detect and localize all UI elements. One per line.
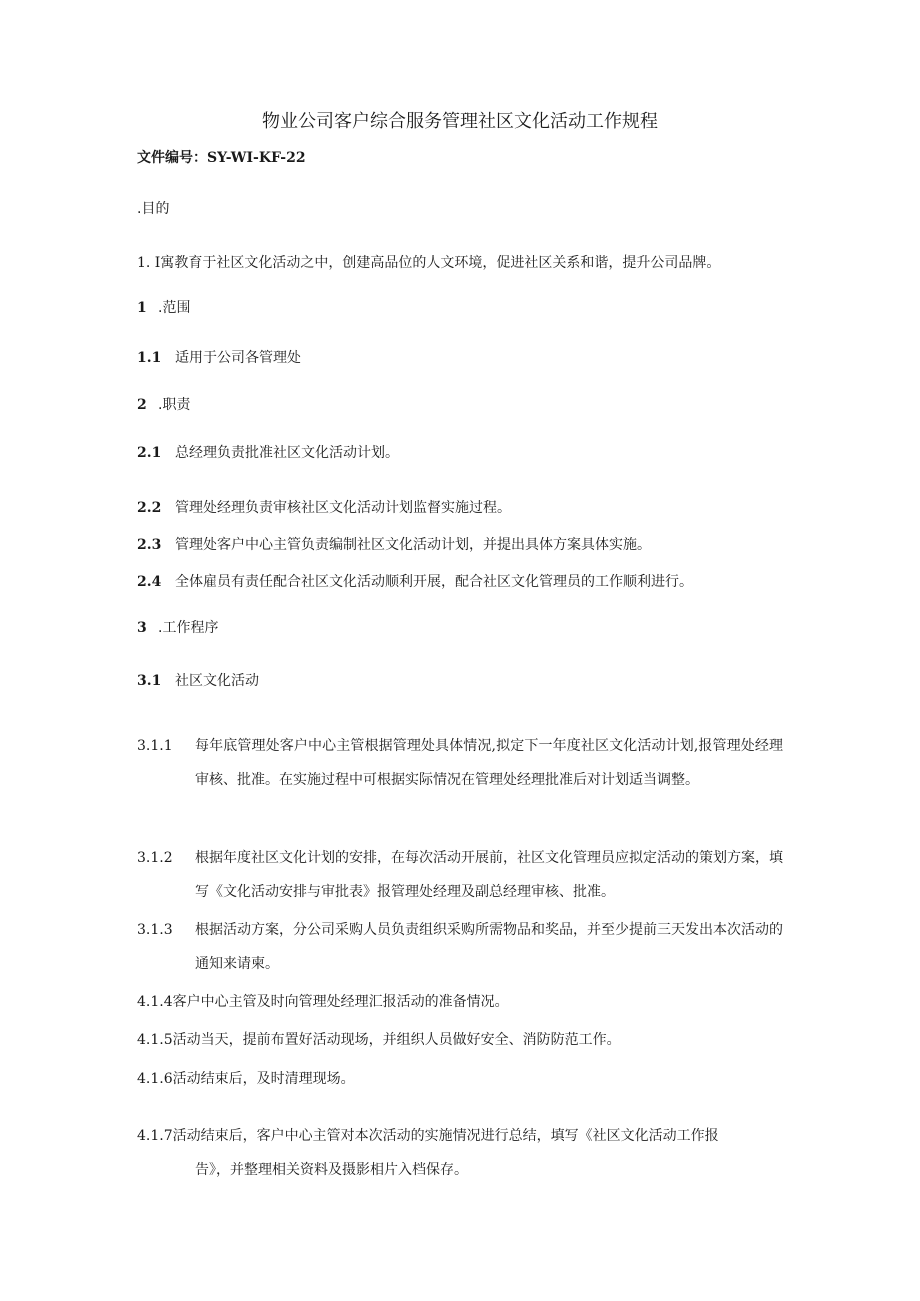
doc-number-label: 文件编号：: [137, 150, 207, 166]
doc-number-value: SY-WI-KF-22: [207, 150, 306, 166]
item-4-1-4: 4.1.4客户中心主管及时向管理处经理汇报活动的准备情况。: [137, 994, 509, 1010]
item-3-1-3-number: 3.1.3: [137, 922, 173, 938]
purpose-item-1: 1. I寓教育于社区文化活动之中，创建高品位的人文环境，促进社区关系和谐，提升公司品牌。: [137, 255, 721, 271]
item-2-3-number: 2.3: [137, 537, 162, 553]
item-2-3-text: 管理处客户中心主管负责编制社区文化活动计划，并提出具体方案具体实施。: [175, 537, 651, 553]
item-2-2-text: 管理处经理负责审核社区文化活动计划监督实施过程。: [175, 500, 511, 516]
item-3-1-3-text: 根据活动方案，分公司采购人员负责组织采购所需物品和奖品，并至少提前三天发出本次活动的通知来请柬。: [195, 922, 783, 972]
item-4-1-6: 4.1.6活动结束后，及时清理现场。: [137, 1071, 355, 1087]
item-4-1-7-line1: 4.1.7活动结束后，客户中心主管对本次活动的实施情况进行总结，填写《社区文化活动工作报: [137, 1128, 719, 1144]
item-2-4-text: 全体雇员有责任配合社区文化活动顺利开展，配合社区文化管理员的工作顺利进行。: [175, 574, 693, 590]
item-4-1-5: 4.1.5活动当天，提前布置好活动现场，并组织人员做好安全、消防防范工作。: [137, 1032, 621, 1048]
item-1-1-text: 适用于公司各管理处: [175, 350, 301, 366]
purpose-heading: .目的: [137, 201, 170, 217]
item-3-1-2-text: 根据年度社区文化计划的安排，在每次活动开展前，社区文化管理员应拟定活动的策划方案，填写《文化活动安排与审批表》报管理处经理及副总经理审核、批准。: [195, 850, 783, 900]
section-2-number: 2: [137, 397, 147, 413]
section-3-title: .工作程序: [158, 620, 219, 636]
item-2-1-text: 总经理负责批准社区文化活动计划。: [175, 445, 399, 461]
item-2-2-number: 2.2: [137, 500, 162, 516]
doc-number: [137, 148, 306, 168]
section-1-number: 1: [137, 300, 147, 316]
item-2-4-number: 2.4: [137, 574, 162, 590]
section-2-title: .职责: [158, 397, 191, 413]
item-3-1-1-text: 每年底管理处客户中心主管根据管理处具体情况,拟定下一年度社区文化活动计划,报管理处经理审核、批准。在实施过程中可根据实际情况在管理处经理批准后对计划适当调整。: [195, 738, 783, 788]
section-1-title: .范围: [158, 300, 191, 316]
item-4-1-7-line2: 告》，并整理相关资料及摄影相片入档保存。: [195, 1162, 468, 1178]
item-3-1-1-number: 3.1.1: [137, 738, 173, 754]
item-2-1-number: 2.1: [137, 445, 162, 461]
item-3-1-title: 社区文化活动: [175, 673, 259, 689]
item-3-1-2-number: 3.1.2: [137, 850, 173, 866]
item-3-1-number: 3.1: [137, 673, 162, 689]
document-title: 物业公司客户综合服务管理社区文化活动工作规程: [262, 111, 658, 132]
item-1-1-number: 1.1: [137, 350, 162, 366]
section-3-number: 3: [137, 620, 147, 636]
